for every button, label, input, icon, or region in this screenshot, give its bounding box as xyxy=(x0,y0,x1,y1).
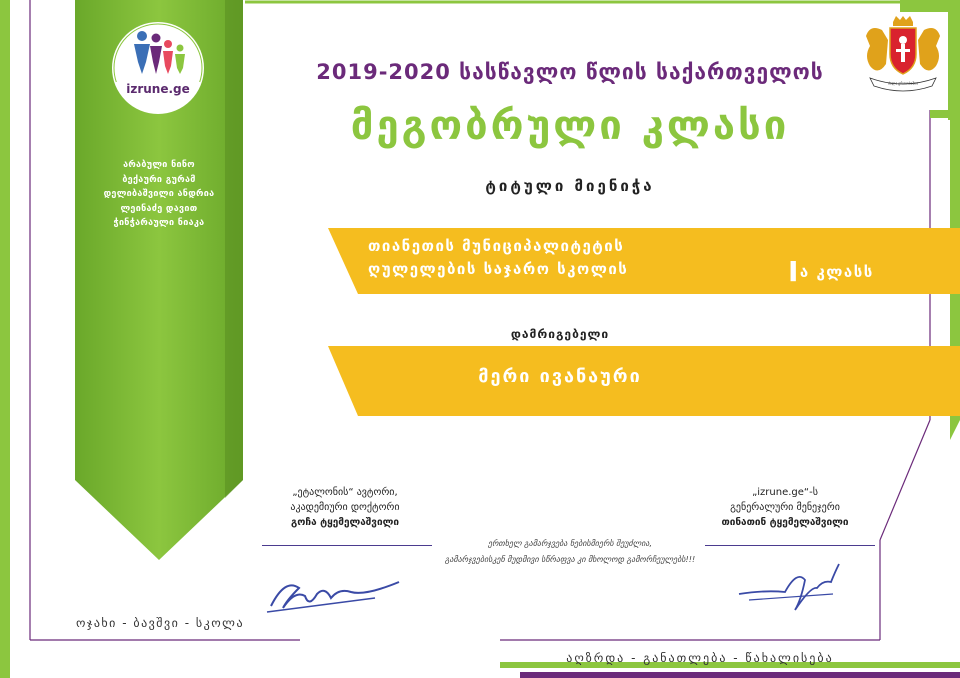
sub-title: ტიტული მიენიჭა xyxy=(485,177,655,195)
left-slogan: ოჯახი - ბავშვი - სკოლა xyxy=(75,616,245,630)
note-line-2: გამარჯვებისკენ მუდმივი სწრაფვა კი მხოლოდ გამორჩეულებს!!! xyxy=(444,555,696,564)
signatory-title-2: გენერალური მენეჯერი xyxy=(730,502,840,513)
main-title: მეგობრული კლასი xyxy=(350,103,790,149)
team-member: ლეინაძე დავით xyxy=(120,203,198,214)
emblem-motto: ძალა ერთობაშია xyxy=(887,81,919,86)
signatory-name: თინათინ ტყემელაშვილი xyxy=(721,517,849,528)
signatory-right xyxy=(690,485,880,530)
class-numeral: I xyxy=(788,255,800,288)
school-name xyxy=(368,235,728,281)
family-figures-icon xyxy=(112,22,204,82)
team-member: დელიბაშვილი ანდრია xyxy=(103,189,215,199)
class-suffix: ა კლასს xyxy=(799,263,874,281)
izrune-logo xyxy=(112,22,204,114)
note-line-1: ერთხელ გამარჯვება ნებისმიერს შეუძლია, xyxy=(488,539,652,548)
team-member-list xyxy=(80,158,238,231)
bottom-slogan: აღზრდა - განათლება - წახალისება xyxy=(566,651,834,665)
corner-wedge xyxy=(0,0,10,678)
team-member: ჭინჭარაული ნიაკა xyxy=(113,218,205,228)
team-member: არაბული ნინო xyxy=(123,160,195,170)
signatory-title-2: აკადემიური დოქტორი xyxy=(290,502,400,513)
recipient-label: დამრიგებელი xyxy=(510,327,610,341)
signature-left-image xyxy=(265,568,405,618)
signature-divider xyxy=(705,545,875,546)
signatory-name: გოჩა ტყემელაშვილი xyxy=(291,517,399,528)
signatory-title-1: „izrune.ge“-ს xyxy=(752,487,818,498)
recipient-name: მერი ივანაური xyxy=(478,366,642,387)
school-line-2: ღულელების საჯარო სკოლის xyxy=(368,260,629,278)
logo-text: izrune.ge xyxy=(126,82,190,96)
year-title: 2019-2020 სასწავლო წლის საქართველოს xyxy=(316,60,824,84)
motivational-note xyxy=(420,536,720,568)
team-member: ბექაური გურამ xyxy=(122,174,196,185)
georgia-coat-of-arms-icon xyxy=(860,16,946,92)
signatory-title-1: „ეტალონის“ ავტორი, xyxy=(292,487,398,498)
school-line-1: თიანეთის მუნიციპალიტეტის xyxy=(368,237,625,255)
corner-stripe xyxy=(520,672,960,678)
signature-right-image xyxy=(735,560,845,620)
signature-divider xyxy=(262,545,432,546)
class-label xyxy=(788,255,928,288)
signatory-left xyxy=(250,485,440,530)
